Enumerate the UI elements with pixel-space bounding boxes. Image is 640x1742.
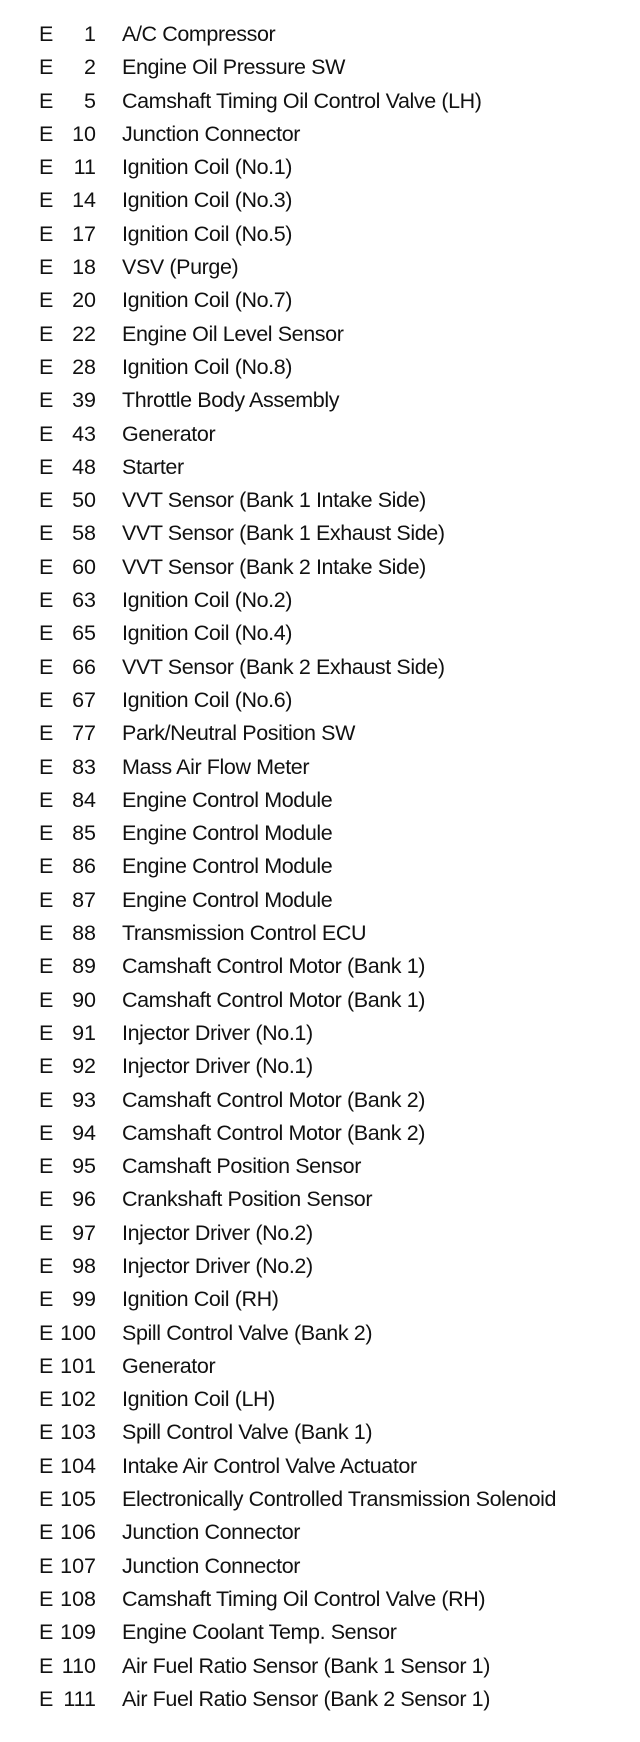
connector-number: 60 bbox=[72, 554, 96, 579]
connector-number: 66 bbox=[72, 654, 96, 679]
connector-code: E bbox=[39, 22, 54, 46]
connector-row bbox=[0, 917, 640, 950]
connector-row bbox=[0, 884, 640, 917]
connector-row bbox=[0, 1383, 640, 1416]
connector-description: VVT Sensor (Bank 1 Intake Side) bbox=[122, 488, 426, 513]
connector-code: E bbox=[39, 1320, 54, 1345]
connector-row bbox=[0, 1250, 640, 1283]
connector-description: Junction Connector bbox=[122, 121, 301, 146]
connector-row bbox=[0, 617, 640, 650]
connector-row bbox=[0, 717, 640, 750]
connector-description: Air Fuel Ratio Sensor (Bank 2 Sensor 1) bbox=[122, 1686, 490, 1711]
connector-code: E bbox=[39, 954, 54, 979]
connector-code: E bbox=[39, 1353, 54, 1378]
connector-description: Spill Control Valve (Bank 1) bbox=[122, 1420, 373, 1445]
connector-number: 88 bbox=[72, 921, 96, 946]
connector-code: E bbox=[39, 1553, 54, 1578]
connector-row bbox=[0, 584, 640, 617]
connector-number: 17 bbox=[72, 221, 96, 246]
connector-number: 110 bbox=[61, 1653, 96, 1678]
connector-code: E bbox=[39, 388, 54, 413]
connector-code: E bbox=[39, 321, 54, 346]
connector-number: 94 bbox=[72, 1120, 96, 1145]
connector-row bbox=[0, 1317, 640, 1350]
connector-row bbox=[0, 1483, 640, 1516]
connector-description: Camshaft Control Motor (Bank 2) bbox=[122, 1087, 426, 1112]
connector-code: E bbox=[39, 155, 54, 180]
connector-description: Camshaft Control Motor (Bank 1) bbox=[122, 954, 426, 979]
connector-code: E bbox=[39, 554, 54, 579]
connector-row bbox=[0, 817, 640, 850]
connector-code: E bbox=[39, 1020, 54, 1045]
connector-description: Intake Air Control Valve Actuator bbox=[122, 1453, 417, 1478]
connector-row bbox=[0, 51, 640, 84]
connector-description: Electronically Controlled Transmission Solenoid bbox=[122, 1487, 557, 1512]
connector-description: VVT Sensor (Bank 2 Intake Side) bbox=[122, 554, 426, 579]
connector-code: E bbox=[39, 454, 54, 479]
connector-row bbox=[0, 251, 640, 284]
connector-code: E bbox=[39, 55, 54, 80]
connector-row bbox=[0, 1516, 640, 1549]
connector-number: 58 bbox=[72, 521, 96, 546]
connector-row bbox=[0, 1283, 640, 1316]
connector-code: E bbox=[39, 1253, 54, 1278]
connector-code: E bbox=[39, 354, 54, 379]
connector-row bbox=[0, 1183, 640, 1216]
connector-number: 14 bbox=[72, 188, 96, 213]
connector-description: VVT Sensor (Bank 1 Exhaust Side) bbox=[122, 521, 445, 546]
connector-code: E bbox=[39, 1520, 54, 1545]
connector-row bbox=[0, 1117, 640, 1150]
connector-number: 111 bbox=[63, 1686, 96, 1711]
connector-row bbox=[0, 1650, 640, 1683]
connector-code: E bbox=[39, 221, 54, 246]
connector-number: 67 bbox=[72, 687, 96, 712]
connector-code: E bbox=[39, 1420, 54, 1445]
connector-code: E bbox=[39, 821, 54, 846]
connector-number: 50 bbox=[72, 488, 96, 513]
connector-row bbox=[0, 318, 640, 351]
connector-number: 39 bbox=[72, 388, 96, 413]
connector-description: Ignition Coil (No.2) bbox=[122, 588, 293, 613]
connector-number: 89 bbox=[72, 954, 96, 979]
connector-row bbox=[0, 984, 640, 1017]
connector-description: Injector Driver (No.1) bbox=[122, 1054, 313, 1079]
connector-number: 85 bbox=[72, 821, 96, 846]
connector-description: Camshaft Control Motor (Bank 2) bbox=[122, 1120, 426, 1145]
connector-code: E bbox=[39, 687, 54, 712]
connector-description: Transmission Control ECU bbox=[122, 921, 367, 946]
connector-code: E bbox=[39, 987, 54, 1012]
connector-row bbox=[0, 1616, 640, 1649]
connector-code: E bbox=[39, 1653, 54, 1678]
connector-code: E bbox=[39, 421, 54, 446]
connector-code: E bbox=[39, 921, 54, 946]
connector-description: Engine Control Module bbox=[122, 787, 333, 812]
connector-description: Engine Control Module bbox=[122, 821, 333, 846]
connector-description: Air Fuel Ratio Sensor (Bank 1 Sensor 1) bbox=[122, 1653, 490, 1678]
connector-code: E bbox=[39, 255, 54, 280]
connector-description: Ignition Coil (No.4) bbox=[122, 621, 293, 646]
connector-number: 63 bbox=[72, 588, 96, 613]
connector-code: E bbox=[39, 521, 54, 546]
connector-number: 90 bbox=[72, 987, 96, 1012]
connector-row bbox=[0, 18, 640, 51]
connector-number: 109 bbox=[60, 1620, 96, 1645]
connector-description: Engine Oil Level Sensor bbox=[122, 321, 344, 346]
connector-description: Camshaft Position Sensor bbox=[122, 1154, 361, 1179]
connector-row bbox=[0, 751, 640, 784]
connector-row bbox=[0, 1050, 640, 1083]
connector-description: Park/Neutral Position SW bbox=[122, 721, 355, 746]
connector-code: E bbox=[39, 1120, 54, 1145]
connector-code: E bbox=[39, 188, 54, 213]
connector-number: 5 bbox=[84, 88, 96, 113]
connector-row bbox=[0, 684, 640, 717]
connector-code: E bbox=[39, 1187, 54, 1212]
connector-description: Injector Driver (No.2) bbox=[122, 1220, 313, 1245]
connector-number: 103 bbox=[60, 1420, 96, 1445]
connector-row bbox=[0, 1084, 640, 1117]
connector-description: Camshaft Control Motor (Bank 1) bbox=[122, 987, 426, 1012]
connector-number: 86 bbox=[72, 854, 96, 879]
connector-number: 99 bbox=[72, 1287, 96, 1312]
connector-description: Generator bbox=[122, 1353, 216, 1378]
connector-description: A/C Compressor bbox=[122, 22, 276, 46]
connector-number: 98 bbox=[72, 1253, 96, 1278]
connector-code: E bbox=[39, 121, 54, 146]
connector-description: Camshaft Timing Oil Control Valve (RH) bbox=[122, 1586, 486, 1611]
connector-code: E bbox=[39, 654, 54, 679]
connector-description: Camshaft Timing Oil Control Valve (LH) bbox=[122, 88, 482, 113]
connector-code: E bbox=[39, 1287, 54, 1312]
connector-number: 93 bbox=[72, 1087, 96, 1112]
connector-code: E bbox=[39, 1487, 54, 1512]
connector-row bbox=[0, 1450, 640, 1483]
connector-description: Spill Control Valve (Bank 2) bbox=[122, 1320, 373, 1345]
connector-row bbox=[0, 651, 640, 684]
connector-number: 96 bbox=[72, 1187, 96, 1212]
connector-row bbox=[0, 118, 640, 151]
connector-row bbox=[0, 1583, 640, 1616]
connector-code: E bbox=[39, 854, 54, 879]
connector-description: Generator bbox=[122, 421, 216, 446]
connector-row bbox=[0, 218, 640, 251]
connector-number: 91 bbox=[72, 1020, 96, 1045]
connector-row bbox=[0, 1017, 640, 1050]
connector-number: 22 bbox=[72, 321, 96, 346]
connector-description: Mass Air Flow Meter bbox=[122, 754, 310, 779]
connector-code: E bbox=[39, 1686, 54, 1711]
connector-number: 28 bbox=[72, 354, 96, 379]
connector-number: 92 bbox=[72, 1054, 96, 1079]
connector-code: E bbox=[39, 721, 54, 746]
connector-list bbox=[0, 18, 640, 1716]
connector-row bbox=[0, 850, 640, 883]
connector-number: 100 bbox=[60, 1320, 96, 1345]
connector-code: E bbox=[39, 1220, 54, 1245]
connector-row bbox=[0, 1350, 640, 1383]
connector-row bbox=[0, 784, 640, 817]
connector-number: 107 bbox=[60, 1553, 96, 1578]
connector-number: 11 bbox=[73, 155, 96, 180]
connector-code: E bbox=[39, 754, 54, 779]
connector-description: VSV (Purge) bbox=[122, 255, 239, 280]
connector-row bbox=[0, 451, 640, 484]
connector-row bbox=[0, 351, 640, 384]
connector-description: Engine Control Module bbox=[122, 887, 333, 912]
connector-number: 84 bbox=[72, 787, 96, 812]
connector-row bbox=[0, 950, 640, 983]
connector-number: 105 bbox=[60, 1487, 96, 1512]
connector-row bbox=[0, 384, 640, 417]
connector-description: Engine Coolant Temp. Sensor bbox=[122, 1620, 397, 1645]
connector-row bbox=[0, 284, 640, 317]
connector-description: Ignition Coil (No.7) bbox=[122, 288, 293, 313]
connector-description: Ignition Coil (No.3) bbox=[122, 188, 293, 213]
connector-row bbox=[0, 1416, 640, 1449]
connector-number: 1 bbox=[84, 22, 96, 46]
connector-code: E bbox=[39, 1387, 54, 1412]
connector-row bbox=[0, 151, 640, 184]
connector-description: Ignition Coil (RH) bbox=[122, 1287, 279, 1312]
connector-row bbox=[0, 551, 640, 584]
connector-code: E bbox=[39, 88, 54, 113]
connector-code: E bbox=[39, 1154, 54, 1179]
connector-number: 95 bbox=[72, 1154, 96, 1179]
connector-number: 20 bbox=[72, 288, 96, 313]
connector-description: Crankshaft Position Sensor bbox=[122, 1187, 373, 1212]
connector-row bbox=[0, 85, 640, 118]
connector-description: Starter bbox=[122, 454, 184, 479]
connector-number: 101 bbox=[60, 1353, 96, 1378]
connector-row bbox=[0, 1217, 640, 1250]
connector-description: Injector Driver (No.2) bbox=[122, 1253, 313, 1278]
connector-code: E bbox=[39, 621, 54, 646]
connector-row bbox=[0, 1150, 640, 1183]
connector-number: 77 bbox=[72, 721, 96, 746]
connector-number: 104 bbox=[60, 1453, 96, 1478]
connector-row bbox=[0, 418, 640, 451]
connector-row bbox=[0, 1683, 640, 1716]
connector-row bbox=[0, 184, 640, 217]
connector-code: E bbox=[39, 1620, 54, 1645]
connector-row bbox=[0, 1550, 640, 1583]
connector-number: 83 bbox=[72, 754, 96, 779]
connector-description: VVT Sensor (Bank 2 Exhaust Side) bbox=[122, 654, 445, 679]
connector-description: Engine Control Module bbox=[122, 854, 333, 879]
connector-description: Injector Driver (No.1) bbox=[122, 1020, 313, 1045]
connector-number: 108 bbox=[60, 1586, 96, 1611]
connector-code: E bbox=[39, 1054, 54, 1079]
connector-number: 2 bbox=[84, 55, 96, 80]
connector-description: Ignition Coil (No.6) bbox=[122, 687, 293, 712]
connector-code: E bbox=[39, 787, 54, 812]
connector-row bbox=[0, 484, 640, 517]
connector-number: 10 bbox=[72, 121, 96, 146]
connector-code: E bbox=[39, 1453, 54, 1478]
connector-number: 102 bbox=[60, 1387, 96, 1412]
connector-code: E bbox=[39, 1586, 54, 1611]
connector-number: 48 bbox=[72, 454, 96, 479]
connector-description: Throttle Body Assembly bbox=[122, 388, 340, 413]
connector-description: Junction Connector bbox=[122, 1553, 301, 1578]
connector-description: Ignition Coil (No.8) bbox=[122, 354, 293, 379]
connector-number: 65 bbox=[72, 621, 96, 646]
connector-code: E bbox=[39, 488, 54, 513]
connector-description: Engine Oil Pressure SW bbox=[122, 55, 346, 80]
connector-number: 43 bbox=[72, 421, 96, 446]
connector-description: Junction Connector bbox=[122, 1520, 301, 1545]
connector-code: E bbox=[39, 588, 54, 613]
connector-description: Ignition Coil (LH) bbox=[122, 1387, 275, 1412]
connector-number: 97 bbox=[72, 1220, 96, 1245]
connector-code: E bbox=[39, 887, 54, 912]
connector-description: Ignition Coil (No.1) bbox=[122, 155, 293, 180]
connector-number: 87 bbox=[72, 887, 96, 912]
connector-number: 18 bbox=[72, 255, 96, 280]
connector-number: 106 bbox=[60, 1520, 96, 1545]
connector-description: Ignition Coil (No.5) bbox=[122, 221, 293, 246]
connector-row bbox=[0, 517, 640, 550]
connector-code: E bbox=[39, 1087, 54, 1112]
connector-code: E bbox=[39, 288, 54, 313]
